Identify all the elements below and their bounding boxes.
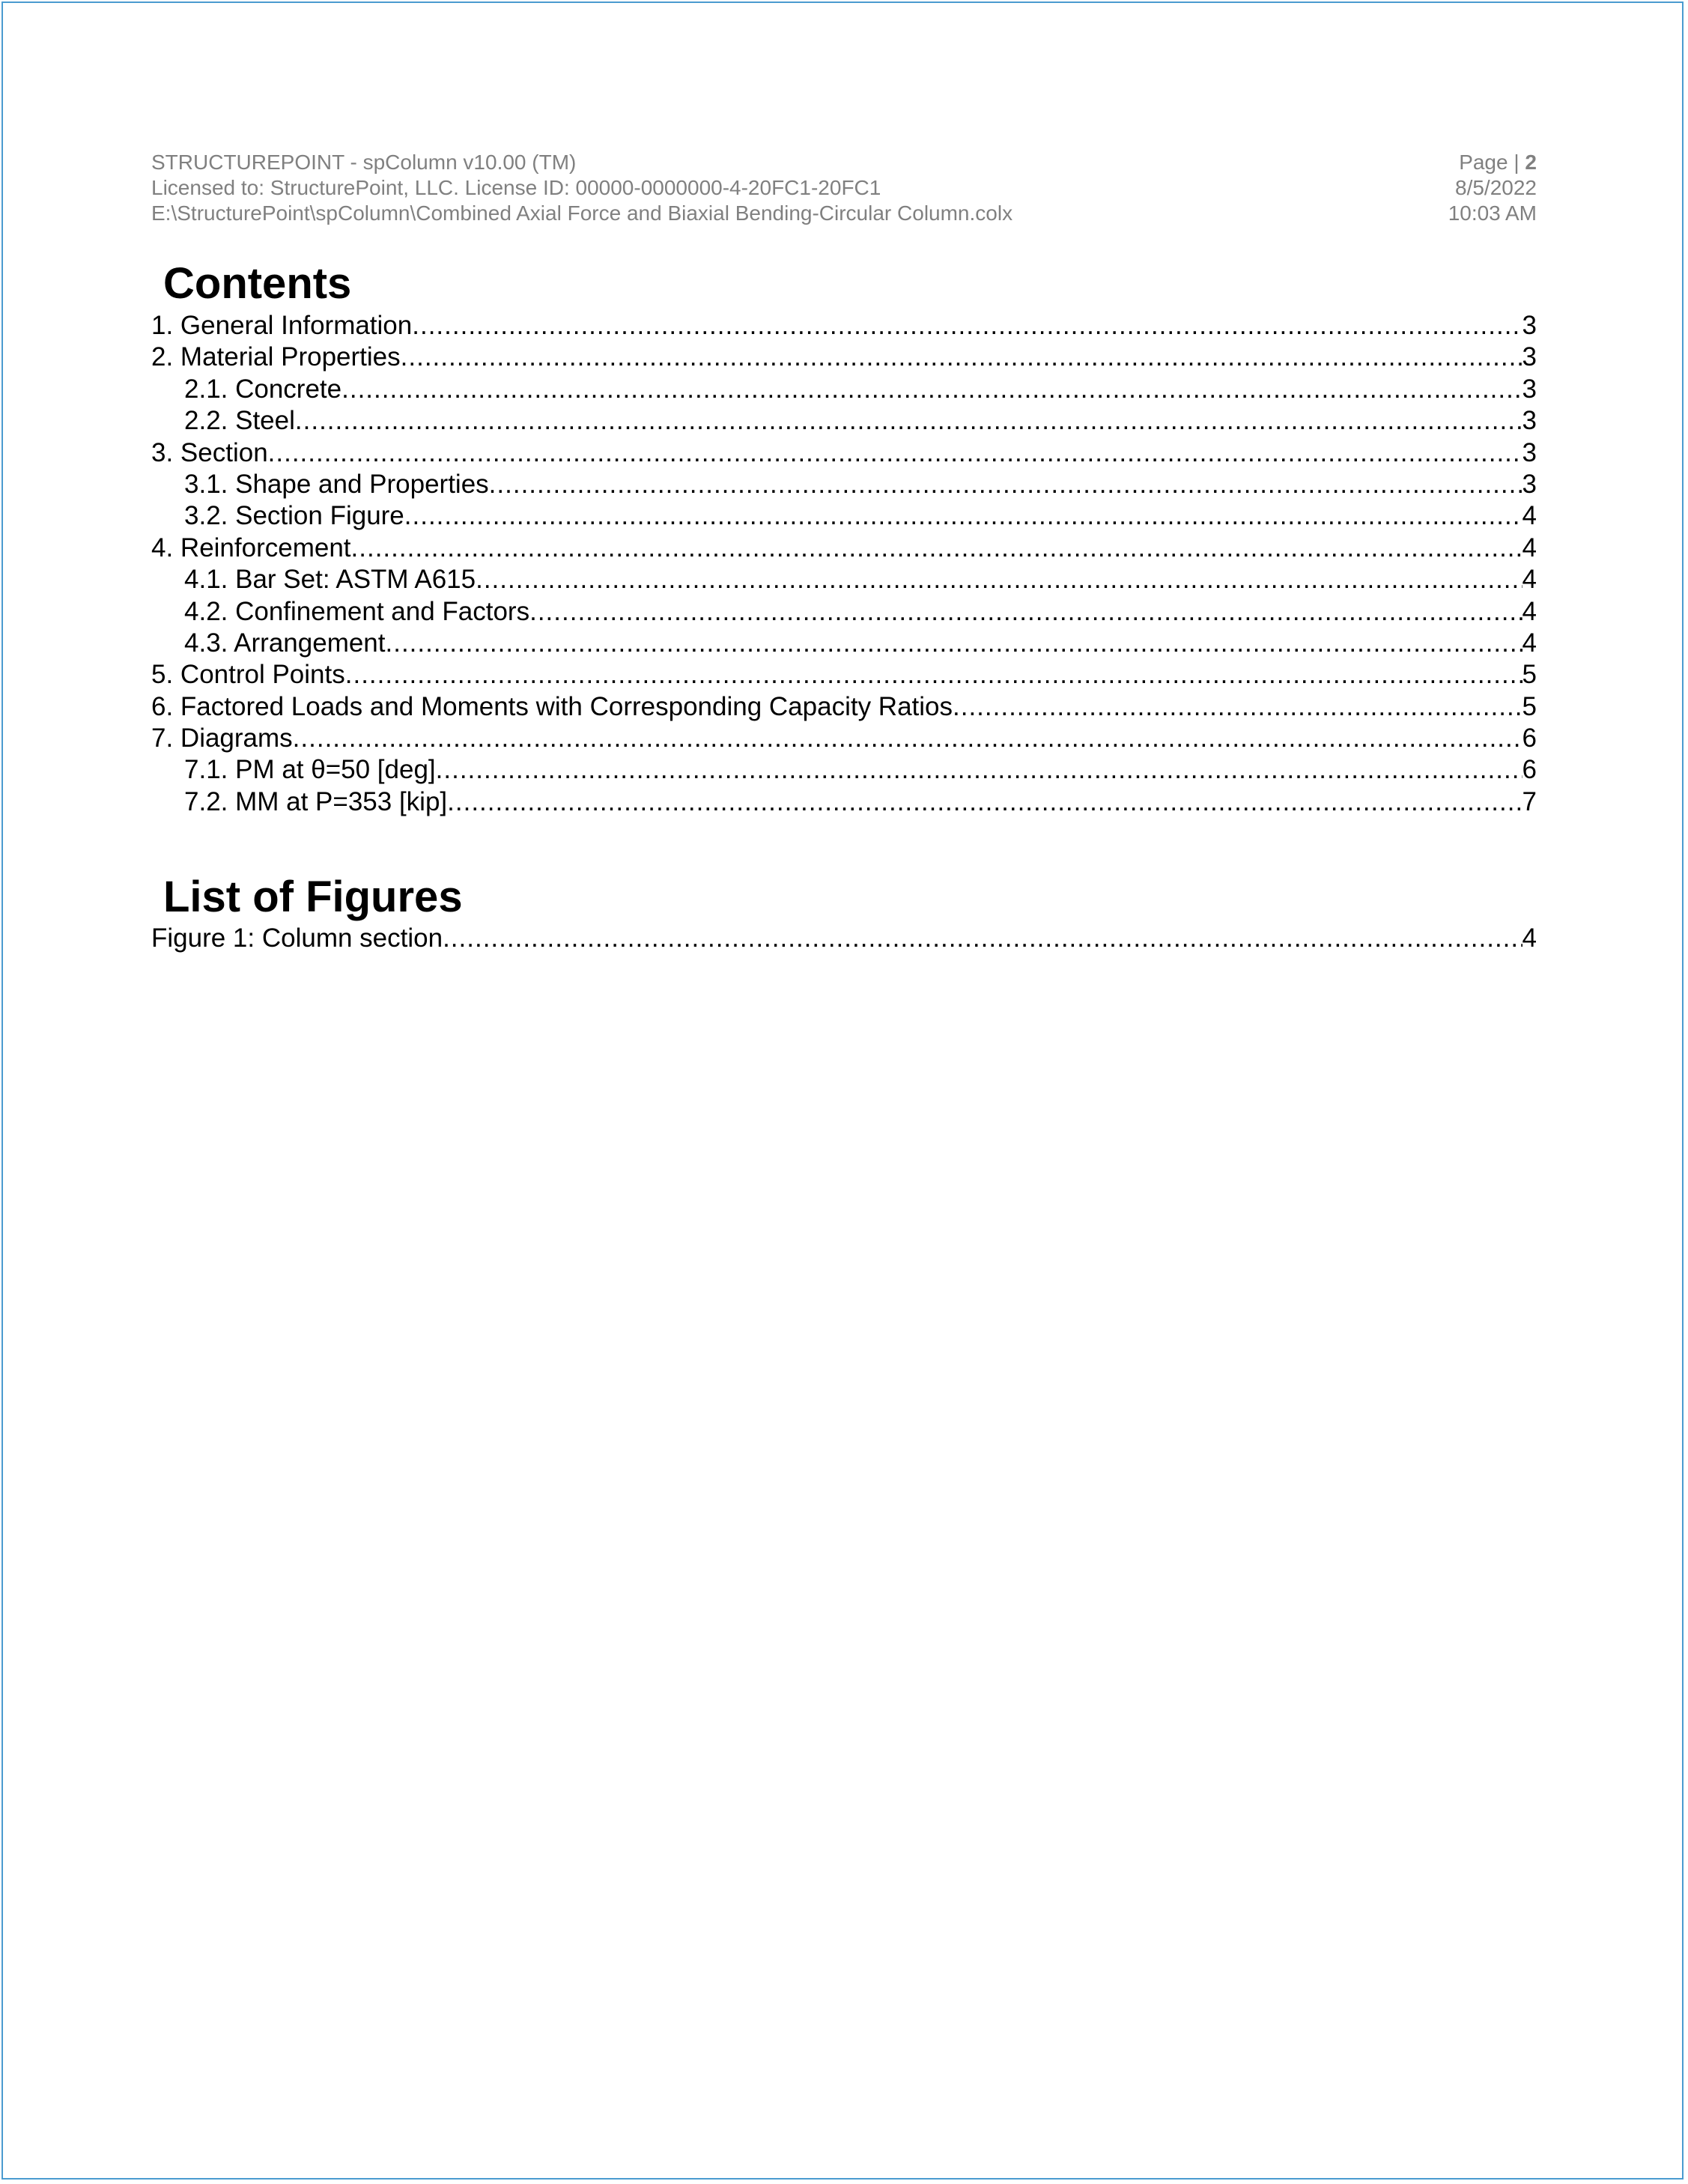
toc-leader-dots [351, 533, 1522, 564]
toc-subentry[interactable] [151, 596, 1537, 628]
contents-title: Contents [163, 259, 352, 308]
toc-leader-dots [295, 405, 1522, 437]
toc-leader-dots [404, 500, 1522, 532]
toc-entry-page: 4 [1522, 533, 1537, 564]
toc-entry-page: 7 [1522, 786, 1537, 818]
toc-entry-label: 4.3. Arrangement [184, 628, 386, 659]
figures-title: List of Figures [163, 873, 463, 921]
toc-subentry[interactable] [151, 405, 1537, 437]
toc-subentry[interactable] [151, 564, 1537, 595]
toc-leader-dots [401, 342, 1522, 373]
toc-entry-page: 6 [1522, 754, 1537, 786]
toc-entry-page: 4 [1522, 500, 1537, 532]
toc-entry-label: 7.1. PM at θ=50 [deg] [184, 754, 436, 786]
product-name: STRUCTUREPOINT - spColumn v10.00 (TM) [151, 151, 577, 174]
toc-entry-page: 4 [1522, 596, 1537, 628]
toc-leader-dots [293, 723, 1522, 754]
toc-entry-label: 3. Section [151, 437, 268, 469]
file-path: E:\StructurePoint\spColumn\Combined Axial Force and Biaxial Bending-Circular Column.colx [151, 201, 1013, 225]
toc-subentry[interactable] [151, 754, 1537, 786]
toc-entry-label: 4.1. Bar Set: ASTM A615 [184, 564, 476, 595]
page-label: Page | [1459, 151, 1525, 174]
toc-entry-page: 3 [1522, 310, 1537, 342]
toc-leader-dots [341, 374, 1522, 405]
toc-entry-page: 6 [1522, 723, 1537, 754]
toc-entry[interactable] [151, 723, 1537, 754]
toc-entry[interactable] [151, 691, 1537, 723]
toc-entry-label: 4.2. Confinement and Factors [184, 596, 529, 628]
contents-list [151, 310, 1537, 818]
toc-subentry[interactable] [151, 500, 1537, 532]
toc-entry-page: 4 [1522, 628, 1537, 659]
toc-entry-page: 5 [1522, 659, 1537, 691]
toc-entry-page: 4 [1522, 564, 1537, 595]
toc-leader-dots [447, 786, 1522, 818]
toc-entry[interactable] [151, 437, 1537, 469]
toc-entry-label: 3.1. Shape and Properties [184, 469, 489, 500]
toc-entry-page: 3 [1522, 469, 1537, 500]
header-row-2 [151, 175, 1537, 201]
toc-entry-page: 3 [1522, 405, 1537, 437]
toc-entry-label: 7. Diagrams [151, 723, 293, 754]
toc-leader-dots [489, 469, 1522, 500]
toc-leader-dots [436, 754, 1522, 786]
figures-list [151, 923, 1537, 954]
license-info: Licensed to: StructurePoint, LLC. License ID: 00000-0000000-4-20FC1-20FC1 [151, 176, 881, 199]
report-time: 10:03 AM [1448, 201, 1537, 225]
report-date: 8/5/2022 [1455, 176, 1537, 199]
toc-entry[interactable] [151, 342, 1537, 373]
header-row-1 [151, 150, 1537, 175]
toc-entry-label: 5. Control Points [151, 659, 345, 691]
toc-leader-dots [386, 628, 1522, 659]
toc-entry[interactable] [151, 310, 1537, 342]
toc-leader-dots [268, 437, 1522, 469]
toc-leader-dots [412, 310, 1522, 342]
toc-entry-page: 3 [1522, 374, 1537, 405]
toc-entry-label: 4. Reinforcement [151, 533, 351, 564]
toc-entry-label: 2. Material Properties [151, 342, 401, 373]
figure-entry[interactable] [151, 923, 1537, 954]
toc-entry-label: 2.1. Concrete [184, 374, 341, 405]
toc-entry-page: 3 [1522, 342, 1537, 373]
toc-entry[interactable] [151, 533, 1537, 564]
toc-subentry[interactable] [151, 786, 1537, 818]
page-indicator [1459, 150, 1537, 175]
toc-leader-dots [345, 659, 1522, 691]
page-header [151, 150, 1537, 226]
toc-subentry[interactable] [151, 374, 1537, 405]
toc-entry-label: 7.2. MM at P=353 [kip] [184, 786, 447, 818]
figure-entry-page: 4 [1522, 923, 1537, 954]
page-number: 2 [1525, 151, 1537, 174]
toc-leader-dots [443, 923, 1522, 954]
toc-entry[interactable] [151, 659, 1537, 691]
toc-entry-label: 2.2. Steel [184, 405, 295, 437]
toc-leader-dots [953, 691, 1522, 723]
toc-subentry[interactable] [151, 628, 1537, 659]
toc-entry-page: 5 [1522, 691, 1537, 723]
toc-entry-page: 3 [1522, 437, 1537, 469]
toc-leader-dots [529, 596, 1522, 628]
toc-entry-label: 1. General Information [151, 310, 412, 342]
header-row-3 [151, 201, 1537, 226]
toc-leader-dots [476, 564, 1522, 595]
toc-entry-label: 3.2. Section Figure [184, 500, 404, 532]
toc-entry-label: 6. Factored Loads and Moments with Corresponding Capacity Ratios [151, 691, 953, 723]
toc-subentry[interactable] [151, 469, 1537, 500]
figure-entry-label: Figure 1: Column section [151, 923, 443, 954]
